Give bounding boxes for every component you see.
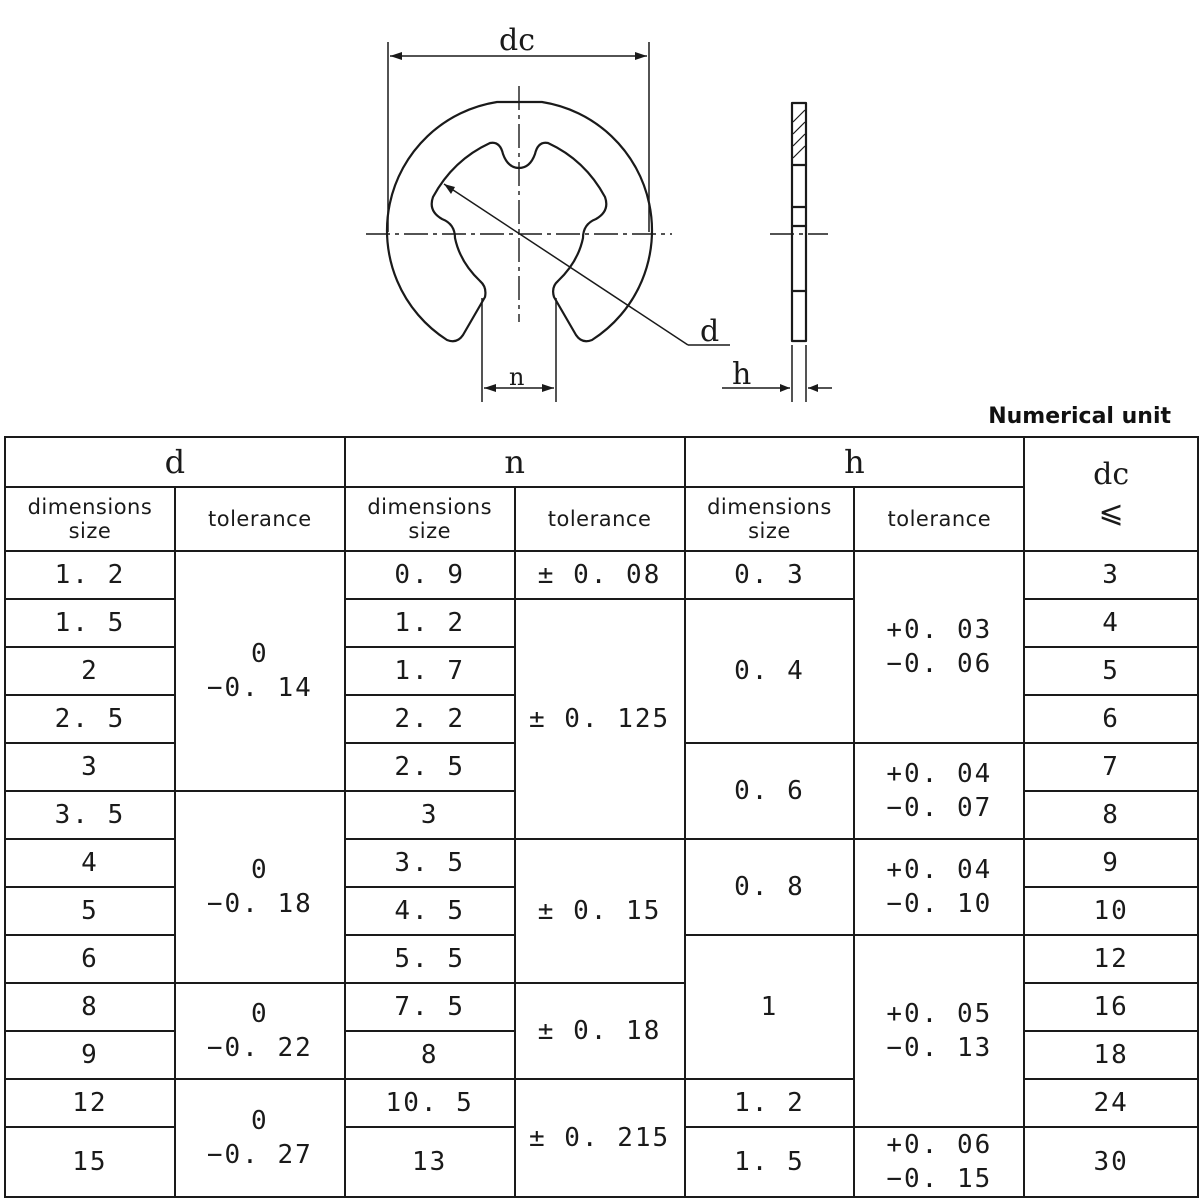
group-header-dc <box>1024 437 1198 551</box>
dc-cell: 8 <box>1024 791 1198 839</box>
e-clip-technical-drawing <box>0 0 1199 410</box>
h-dimension-header: dimensions size <box>685 487 855 551</box>
h-dimension-cell: 1. 2 <box>685 1079 855 1127</box>
dc-cell: 3 <box>1024 551 1198 599</box>
n-dimension-cell: 13 <box>345 1127 515 1197</box>
h-dimension-cell: 1. 5 <box>685 1127 855 1197</box>
n-dimension-cell: 2. 5 <box>345 743 515 791</box>
d-tolerance-cell: 0 −0. 14 <box>175 551 345 791</box>
h-tolerance-cell: +0. 05 −0. 13 <box>854 935 1024 1127</box>
n-dimension-cell: 3 <box>345 791 515 839</box>
h-tolerance-cell: +0. 04 −0. 10 <box>854 839 1024 935</box>
dc-cell: 24 <box>1024 1079 1198 1127</box>
d-dimension-cell: 12 <box>5 1079 175 1127</box>
n-dimension-cell: 0. 9 <box>345 551 515 599</box>
label-n: n <box>509 363 525 391</box>
n-tolerance-cell: ± 0. 08 <box>515 551 685 599</box>
h-dimension-cell: 1 <box>685 935 855 1079</box>
dc-cell: 30 <box>1024 1127 1198 1197</box>
d-dimension-cell: 6 <box>5 935 175 983</box>
d-dimension-cell: 4 <box>5 839 175 887</box>
d-dimension-cell: 5 <box>5 887 175 935</box>
n-dimension-cell: 4. 5 <box>345 887 515 935</box>
d-dimension-cell: 1. 2 <box>5 551 175 599</box>
unit-caption: Numerical unit <box>988 404 1171 429</box>
dc-cell: 4 <box>1024 599 1198 647</box>
e-clip-spec-table <box>4 436 1199 1198</box>
n-tolerance-cell: ± 0. 15 <box>515 839 685 983</box>
dc-cell: 5 <box>1024 647 1198 695</box>
d-dimension-cell: 9 <box>5 1031 175 1079</box>
d-tolerance-cell: 0 −0. 27 <box>175 1079 345 1197</box>
dimension-lines <box>388 42 832 402</box>
n-dimension-cell: 1. 2 <box>345 599 515 647</box>
n-dimension-cell: 10. 5 <box>345 1079 515 1127</box>
d-dimension-cell: 3 <box>5 743 175 791</box>
d-tolerance-cell: 0 −0. 22 <box>175 983 345 1079</box>
table-row <box>5 551 1198 599</box>
center-lines <box>366 86 828 322</box>
n-dimension-header: dimensions size <box>345 487 515 551</box>
h-tolerance-cell: +0. 04 −0. 07 <box>854 743 1024 839</box>
label-dc: dc <box>499 23 536 58</box>
d-dimension-cell: 15 <box>5 1127 175 1197</box>
n-tolerance-header: tolerance <box>515 487 685 551</box>
dc-symbol: dc <box>1093 457 1130 492</box>
n-tolerance-cell: ± 0. 215 <box>515 1079 685 1197</box>
label-d: d <box>700 314 720 349</box>
dc-cell: 18 <box>1024 1031 1198 1079</box>
e-clip-side-profile <box>792 103 806 341</box>
n-dimension-cell: 3. 5 <box>345 839 515 887</box>
d-dimension-header: dimensions size <box>5 487 175 551</box>
dc-relation: ⩽ <box>1098 495 1124 530</box>
d-tolerance-header: tolerance <box>175 487 345 551</box>
n-dimension-cell: 7. 5 <box>345 983 515 1031</box>
n-tolerance-cell: ± 0. 18 <box>515 983 685 1079</box>
h-dimension-cell: 0. 6 <box>685 743 855 839</box>
h-dimension-cell: 0. 3 <box>685 551 855 599</box>
n-dimension-cell: 2. 2 <box>345 695 515 743</box>
label-h: h <box>732 357 752 392</box>
n-dimension-cell: 8 <box>345 1031 515 1079</box>
section-hatching <box>793 110 805 158</box>
d-tolerance-cell: 0 −0. 18 <box>175 791 345 983</box>
d-dimension-cell: 3. 5 <box>5 791 175 839</box>
group-header-d: d <box>5 437 345 487</box>
d-dimension-cell: 2 <box>5 647 175 695</box>
group-header-n: n <box>345 437 685 487</box>
dc-cell: 12 <box>1024 935 1198 983</box>
d-dimension-cell: 8 <box>5 983 175 1031</box>
h-tolerance-cell: +0. 03 −0. 06 <box>854 551 1024 743</box>
n-dimension-cell: 1. 7 <box>345 647 515 695</box>
dc-cell: 16 <box>1024 983 1198 1031</box>
d-dimension-cell: 1. 5 <box>5 599 175 647</box>
dc-cell: 10 <box>1024 887 1198 935</box>
d-dimension-cell: 2. 5 <box>5 695 175 743</box>
group-header-h: h <box>685 437 1025 487</box>
h-dimension-cell: 0. 8 <box>685 839 855 935</box>
h-tolerance-header: tolerance <box>854 487 1024 551</box>
dc-cell: 9 <box>1024 839 1198 887</box>
h-tolerance-cell: +0. 06 −0. 15 <box>854 1127 1024 1197</box>
n-tolerance-cell: ± 0. 125 <box>515 599 685 839</box>
dc-cell: 7 <box>1024 743 1198 791</box>
dc-cell: 6 <box>1024 695 1198 743</box>
h-dimension-cell: 0. 4 <box>685 599 855 743</box>
n-dimension-cell: 5. 5 <box>345 935 515 983</box>
